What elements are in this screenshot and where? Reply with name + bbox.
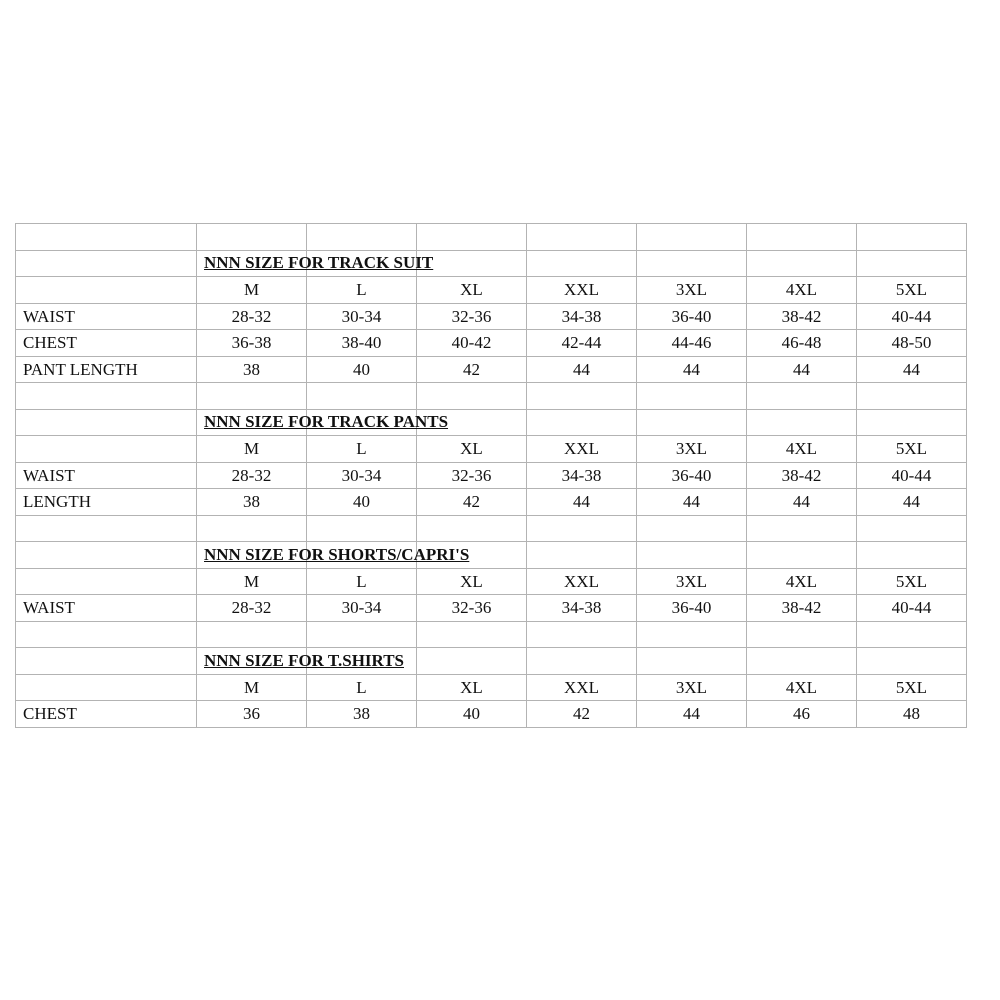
size-header-5xl: 5XL xyxy=(857,436,967,463)
section-title-row xyxy=(16,250,967,277)
measurement-label: WAIST xyxy=(16,595,197,622)
size-header-xxl: XXL xyxy=(527,277,637,304)
measurement-value: 34-38 xyxy=(527,303,637,330)
empty-cell xyxy=(16,250,197,277)
empty-cell xyxy=(857,224,967,251)
size-header-row xyxy=(16,436,967,463)
measurement-value: 42 xyxy=(527,701,637,728)
measurement-row xyxy=(16,462,967,489)
empty-cell xyxy=(307,515,417,542)
empty-cell xyxy=(857,409,967,436)
measurement-value: 32-36 xyxy=(417,595,527,622)
size-header-m: M xyxy=(197,277,307,304)
measurement-value: 42 xyxy=(417,356,527,383)
measurement-value: 48-50 xyxy=(857,330,967,357)
section-title: NNN SIZE FOR TRACK PANTS xyxy=(204,412,449,431)
measurement-value: 34-38 xyxy=(527,595,637,622)
size-chart-table xyxy=(15,223,967,728)
measurement-value: 44 xyxy=(527,356,637,383)
empty-cell xyxy=(16,621,197,648)
measurement-value: 38 xyxy=(197,356,307,383)
measurement-label: LENGTH xyxy=(16,489,197,516)
size-header-4xl: 4XL xyxy=(747,674,857,701)
measurement-value: 44 xyxy=(637,356,747,383)
empty-cell xyxy=(857,542,967,569)
measurement-row xyxy=(16,356,967,383)
measurement-value: 44 xyxy=(857,489,967,516)
empty-cell xyxy=(857,648,967,675)
measurement-value: 44 xyxy=(637,489,747,516)
empty-cell xyxy=(16,436,197,463)
measurement-value: 40-44 xyxy=(857,462,967,489)
empty-cell xyxy=(747,383,857,410)
empty-cell xyxy=(527,648,637,675)
measurement-value: 46 xyxy=(747,701,857,728)
section-title-row xyxy=(16,409,967,436)
empty-cell xyxy=(16,515,197,542)
empty-cell xyxy=(527,409,637,436)
measurement-value: 40-44 xyxy=(857,595,967,622)
empty-cell xyxy=(857,250,967,277)
empty-cell xyxy=(197,621,307,648)
measurement-value: 46-48 xyxy=(747,330,857,357)
empty-cell xyxy=(197,515,307,542)
measurement-label: CHEST xyxy=(16,330,197,357)
empty-cell xyxy=(637,250,747,277)
section-title-cell xyxy=(197,648,404,675)
size-chart-body xyxy=(16,224,967,728)
section-title: NNN SIZE FOR T.SHIRTS xyxy=(204,650,404,670)
empty-cell xyxy=(637,383,747,410)
size-header-m: M xyxy=(197,568,307,595)
measurement-value: 48 xyxy=(857,701,967,728)
measurement-row xyxy=(16,701,967,728)
measurement-value: 40-44 xyxy=(857,303,967,330)
empty-cell xyxy=(747,648,857,675)
measurement-value: 44 xyxy=(747,489,857,516)
section-title-row xyxy=(16,648,967,675)
measurement-value: 28-32 xyxy=(197,462,307,489)
measurement-value: 42 xyxy=(417,489,527,516)
measurement-value: 40 xyxy=(307,489,417,516)
measurement-value: 40 xyxy=(307,356,417,383)
size-header-m: M xyxy=(197,674,307,701)
measurement-value: 28-32 xyxy=(197,595,307,622)
empty-cell xyxy=(417,383,527,410)
size-header-4xl: 4XL xyxy=(747,277,857,304)
size-header-3xl: 3XL xyxy=(637,568,747,595)
empty-cell xyxy=(747,515,857,542)
section-title-row xyxy=(16,542,967,569)
empty-cell xyxy=(307,224,417,251)
measurement-row xyxy=(16,303,967,330)
empty-cell xyxy=(307,383,417,410)
measurement-value: 30-34 xyxy=(307,303,417,330)
size-header-xl: XL xyxy=(417,568,527,595)
empty-cell xyxy=(747,224,857,251)
section-title: NNN SIZE FOR SHORTS/CAPRI'S xyxy=(204,544,470,564)
empty-cell xyxy=(417,621,527,648)
empty-cell xyxy=(747,409,857,436)
measurement-value: 44 xyxy=(637,701,747,728)
section-title-cell xyxy=(197,542,470,569)
spacer-row xyxy=(16,383,967,410)
size-header-3xl: 3XL xyxy=(637,277,747,304)
measurement-value: 30-34 xyxy=(307,462,417,489)
measurement-value: 38 xyxy=(197,489,307,516)
size-header-row xyxy=(16,568,967,595)
empty-cell xyxy=(637,515,747,542)
empty-cell xyxy=(197,224,307,251)
size-header-5xl: 5XL xyxy=(857,277,967,304)
measurement-label: CHEST xyxy=(16,701,197,728)
empty-cell xyxy=(637,542,747,569)
empty-cell xyxy=(527,542,637,569)
measurement-value: 36-40 xyxy=(637,462,747,489)
measurement-value: 42-44 xyxy=(527,330,637,357)
section-title: NNN SIZE FOR TRACK SUIT xyxy=(204,253,434,272)
size-header-xl: XL xyxy=(417,277,527,304)
size-header-l: L xyxy=(307,436,417,463)
empty-cell xyxy=(307,621,417,648)
empty-cell xyxy=(857,383,967,410)
size-header-4xl: 4XL xyxy=(747,436,857,463)
size-header-m: M xyxy=(197,436,307,463)
spacer-row xyxy=(16,515,967,542)
measurement-row xyxy=(16,595,967,622)
size-header-xl: XL xyxy=(417,674,527,701)
measurement-label: WAIST xyxy=(16,462,197,489)
empty-cell xyxy=(747,250,857,277)
empty-cell xyxy=(527,383,637,410)
empty-cell xyxy=(527,250,637,277)
measurement-value: 38-42 xyxy=(747,303,857,330)
empty-cell xyxy=(16,568,197,595)
measurement-value: 38-42 xyxy=(747,595,857,622)
empty-cell xyxy=(637,648,747,675)
measurement-value: 28-32 xyxy=(197,303,307,330)
empty-cell xyxy=(417,515,527,542)
size-header-row xyxy=(16,277,967,304)
size-header-xxl: XXL xyxy=(527,674,637,701)
measurement-value: 38-42 xyxy=(747,462,857,489)
size-header-l: L xyxy=(307,568,417,595)
empty-cell xyxy=(417,648,527,675)
measurement-value: 38 xyxy=(307,701,417,728)
size-header-xl: XL xyxy=(417,436,527,463)
empty-cell xyxy=(16,224,197,251)
measurement-label: PANT LENGTH xyxy=(16,356,197,383)
empty-cell xyxy=(16,383,197,410)
size-header-3xl: 3XL xyxy=(637,674,747,701)
empty-cell xyxy=(197,383,307,410)
empty-cell xyxy=(857,515,967,542)
measurement-value: 38-40 xyxy=(307,330,417,357)
measurement-label: WAIST xyxy=(16,303,197,330)
empty-cell xyxy=(527,224,637,251)
spacer-row xyxy=(16,621,967,648)
measurement-row xyxy=(16,489,967,516)
measurement-value: 36 xyxy=(197,701,307,728)
measurement-value: 44-46 xyxy=(637,330,747,357)
empty-cell xyxy=(747,621,857,648)
measurement-value: 44 xyxy=(857,356,967,383)
empty-cell xyxy=(16,674,197,701)
size-header-5xl: 5XL xyxy=(857,674,967,701)
empty-cell xyxy=(527,515,637,542)
size-header-xxl: XXL xyxy=(527,568,637,595)
size-header-4xl: 4XL xyxy=(747,568,857,595)
empty-cell xyxy=(747,542,857,569)
size-header-xxl: XXL xyxy=(527,436,637,463)
spacer-row xyxy=(16,224,967,251)
measurement-value: 32-36 xyxy=(417,303,527,330)
empty-cell xyxy=(16,648,197,675)
measurement-value: 34-38 xyxy=(527,462,637,489)
measurement-value: 36-40 xyxy=(637,595,747,622)
size-header-l: L xyxy=(307,674,417,701)
empty-cell xyxy=(527,621,637,648)
measurement-row xyxy=(16,330,967,357)
empty-cell xyxy=(16,542,197,569)
measurement-value: 44 xyxy=(527,489,637,516)
measurement-value: 44 xyxy=(747,356,857,383)
empty-cell xyxy=(637,224,747,251)
measurement-value: 36-40 xyxy=(637,303,747,330)
section-title-cell xyxy=(197,409,449,436)
size-header-5xl: 5XL xyxy=(857,568,967,595)
measurement-value: 40-42 xyxy=(417,330,527,357)
empty-cell xyxy=(637,409,747,436)
measurement-value: 30-34 xyxy=(307,595,417,622)
empty-cell xyxy=(857,621,967,648)
measurement-value: 32-36 xyxy=(417,462,527,489)
empty-cell xyxy=(417,224,527,251)
empty-cell xyxy=(16,409,197,436)
size-header-row xyxy=(16,674,967,701)
empty-cell xyxy=(16,277,197,304)
measurement-value: 36-38 xyxy=(197,330,307,357)
section-title-cell xyxy=(197,250,434,277)
size-header-3xl: 3XL xyxy=(637,436,747,463)
empty-cell xyxy=(637,621,747,648)
size-header-l: L xyxy=(307,277,417,304)
measurement-value: 40 xyxy=(417,701,527,728)
